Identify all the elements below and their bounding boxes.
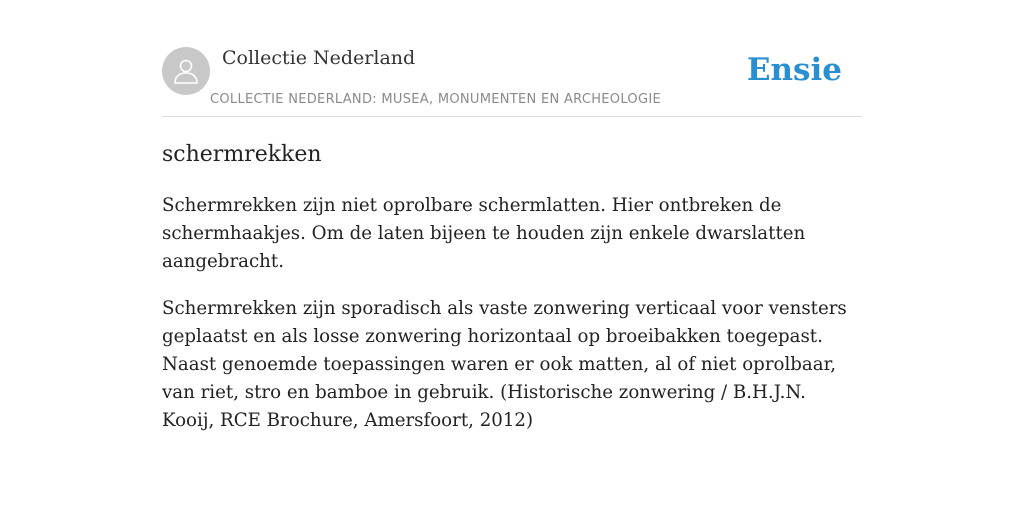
author-avatar[interactable] (162, 47, 210, 95)
user-icon (171, 56, 201, 86)
source-link[interactable]: COLLECTIE NEDERLAND: MUSEA, MONUMENTEN EN ARCHEOLOGIE (210, 92, 661, 107)
definition-paragraph: Schermrekken zijn niet oprolbare schermlatten. Hier ontbreken de schermhaakjes. Om de laten bijeen te houden zijn enkele dwarslatten aangebracht. (162, 195, 806, 272)
ensie-logo[interactable]: Ensie (746, 52, 842, 88)
entry-header (162, 46, 862, 117)
definition-paragraph: Schermrekken zijn sporadisch als vaste zonwering verticaal voor vensters geplaatst en als losse zonwering horizontaal op broeibakken toegepast. Naast genoemde toepassingen waren er ook matten, al of niet oprolbaar, van riet, stro en bamboe in gebruik. (Historische zonwering / B.H.J.N. Kooij, RCE Brochure, Amersfoort, 2012) (162, 298, 847, 431)
author-name[interactable]: Collectie Nederland (222, 47, 416, 69)
entry-definition (162, 192, 862, 454)
entry-term: schermrekken (162, 142, 322, 167)
